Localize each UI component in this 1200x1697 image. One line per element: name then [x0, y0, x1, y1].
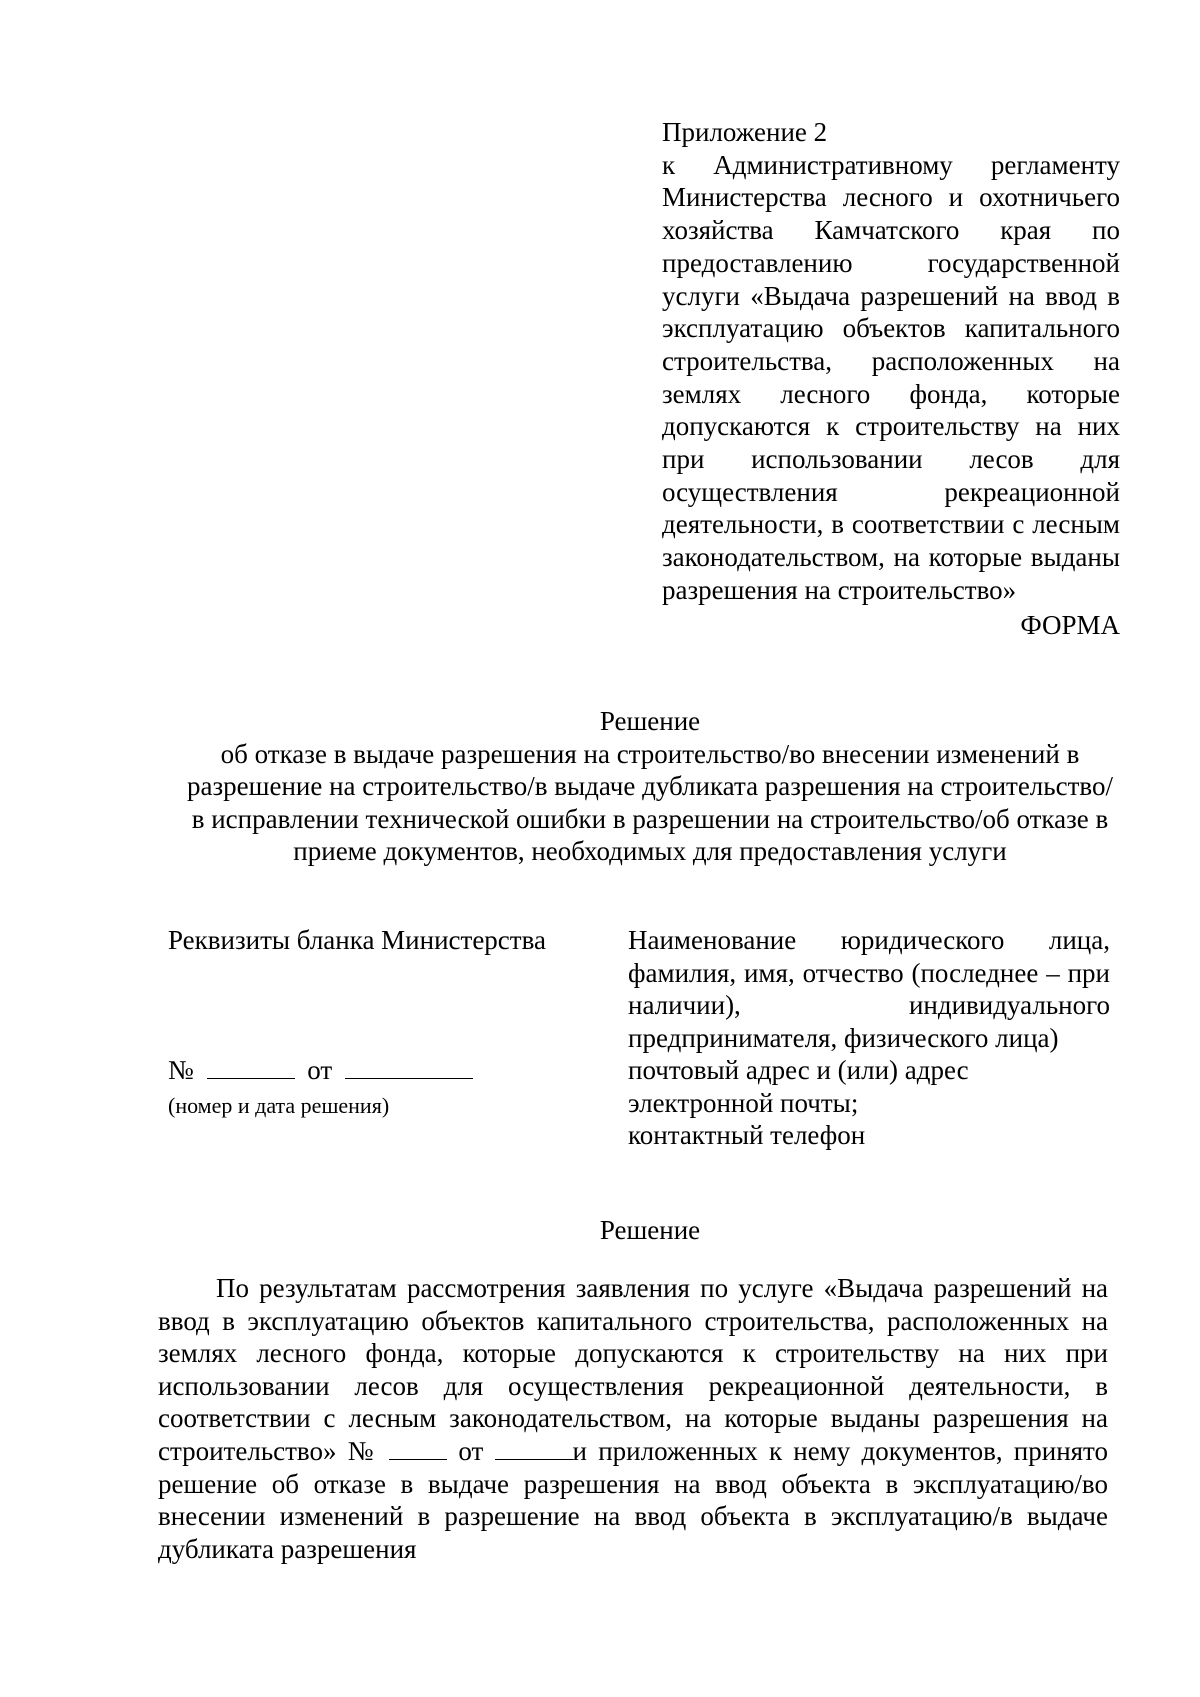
recipient-address-line: электронной почты; [628, 1087, 859, 1118]
recipient-address-line: почтовый адрес и (или) адрес [628, 1055, 969, 1085]
appendix-body: к Административному регламенту Министерства лесного и охотничьего хозяйства Камчатского края по предоставлению государственной услуги «Выдача разрешений на ввод в эксплуатацию объектов капитального строительства, расположенных на землях лесного фонда, которые допускаются к строительству на них при использовании лесов для осуществления рекреационной деятельности, в соответствии с лесным законодательством, на которые выданы разрешения на строительство» [662, 149, 1120, 605]
heading-title: Решение [599, 706, 701, 736]
ministry-requisites-label: Реквизиты бланка Министерства [168, 925, 546, 955]
appendix-title: Приложение 2 [662, 117, 828, 147]
from-word: от [307, 1055, 333, 1085]
decision-number-line [168, 1054, 473, 1087]
number-date-caption: (номер и дата решения) [168, 1093, 390, 1118]
appendix-block [662, 116, 1120, 641]
decision-text-part2: приложенных к нему документов, принято решение об отказе в выдаче разрешения на ввод объекта в эксплуатацию/во внесении изменений в разрешение на ввод объекта в эксплуатацию/в выдаче дубликата разрешения [158, 1435, 1109, 1564]
decision-text-part1: По результатам рассмотрения заявления по услуге «Выдача разрешений на ввод в эксплуатацию объектов капитального строительства, расположенных на землях лесного фонда, которые допускаются к строительству на них при использовании лесов для осуществления рекреационной деятельности, в соответствии с лесным законодательством, на которые выданы разрешения на строительство» № [158, 1273, 1108, 1466]
application-date-blank[interactable] [495, 1435, 573, 1460]
decision-number-blank[interactable] [207, 1054, 295, 1079]
decision-body [158, 1272, 1108, 1565]
heading-line: разрешение на строительство/в выдаче дубликата разрешения на строительство/ [187, 771, 1113, 801]
heading-line: в исправлении технической ошибки в разрешении на строительство/об отказе в [191, 803, 1109, 834]
recipient-name-text: Наименование юридического лица, фамилия, имя, отчество (последнее – при наличии), индивидуального предпринимателя, физического лица) [628, 925, 1110, 1053]
recipient-address-line: контактный телефон [628, 1120, 866, 1150]
recipient-block [628, 924, 1110, 1152]
heading-line: об отказе в выдаче разрешения на строительство/во внесении изменений в [220, 738, 1080, 769]
decision-heading [120, 705, 1180, 868]
decision-from-word: от [458, 1435, 484, 1466]
decision-and-word: и [572, 1435, 587, 1466]
decision-date-blank[interactable] [345, 1054, 473, 1079]
form-label: ФОРМА [1020, 609, 1120, 640]
decision-title: Решение [599, 1215, 701, 1245]
application-number-blank[interactable] [389, 1435, 447, 1460]
heading-line: приеме документов, необходимых для предоставления услуги [293, 836, 1007, 866]
number-sign: № [168, 1055, 194, 1085]
decision-paragraph [158, 1272, 1108, 1565]
